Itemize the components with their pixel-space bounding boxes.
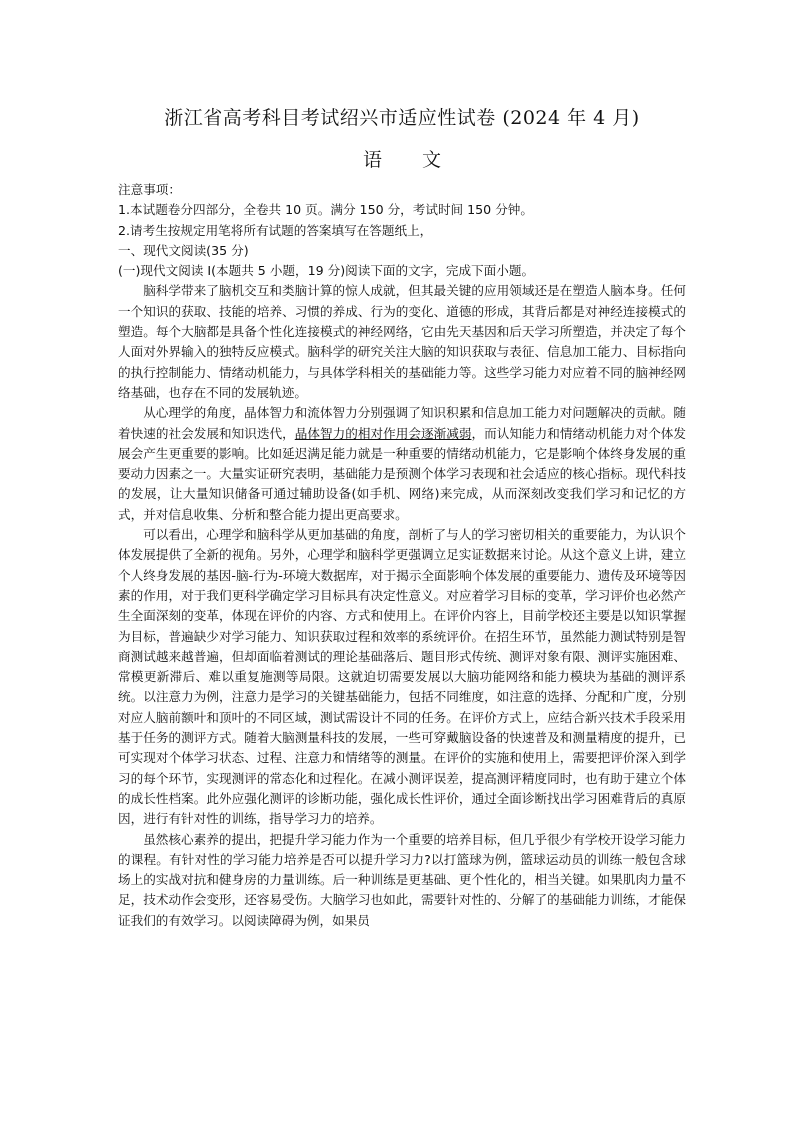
notice-heading: 注意事项： <box>118 182 181 197</box>
notice-item-2: 2.请考生按规定用笔将所有试题的答案填写在答题纸上， <box>118 222 433 238</box>
underlined-sentence: 晶体智力的相对作用会逐渐减弱 <box>294 425 472 441</box>
exam-content <box>118 180 686 931</box>
passage-paragraph-3: 可以看出，心理学和脑科学从更加基础的角度，剖析了与人的学习密切相关的重要能力，为认识个体发展提供了全新的视角。另外，心理学和脑科学更强调立足实证数据来讨论。从这个意义上讲，建立个人终身发展的基因-脑-行为-环境大数据库，对于揭示全面影响个体发展的重要能力、遗传及环境等因素的作用，对于我们更科学确定学习目标具有决定性意义。对应着学习目标的变革，学习评价也必然产生全面深刻的变革，体现在评价的内容、方式和使用上。在评价内容上，目前学校还主要是以知识掌握为目标，普遍缺少对学习能力、知识获取过程和效率的系统评价。在招生环节，虽然能力测试特别是智商测试越来越普遍，但却面临着测试的理论基础落后、题目形式传统、测评对象有限、测评实施困难、常模更新滞后、难以重复施测等局限。这就迫切需要发展以大脑功能网络和能力模块为基础的测评系统。以注意力为例，注意力是学习的关键基础能力，包括不同维度，如注意的选择、分配和广度，分别对应人脑前额叶和顶叶的不同区域，测试需设计不同的任务。在评价方式上，应结合新兴技术手段采用基于任务的测评方式。随着大脑测量科技的发展，一些可穿戴脑设备的快速普及和测量精度的提升，已可实现对个体学习状态、过程、注意力和情绪等的测量。在评价的实施和使用上，需要把评价深入到学习的每个环节，实现测评的常态化和过程化。在减小测评误差，提高测评精度同时，也有助于建立个体的成长性档案。此外应强化测评的诊断功能，强化成长性评价，通过全面诊断找出学习困难背后的真原因，进行有针对性的训练，指导学习力的培养。 <box>118 527 686 827</box>
section-subheading: (一)现代文阅读 I(本题共 5 小题，19 分)阅读下面的文字，完成下面小题。 <box>118 263 535 279</box>
passage-paragraph-1: 脑科学带来了脑机交互和类脑计算的惊人成就，但其最关键的应用领域还是在塑造人脑本身。任何一个知识的获取、技能的培养、习惯的养成、行为的变化、道德的形成，其背后都是对神经连接模式的塑造。每个大脑都是具备个性化连接模式的神经网络，它由先天基因和后天学习所塑造，并决定了每个人面对外界输入的独特反应模式。脑科学的研究关注大脑的知识获取与表征、信息加工能力、目标指向的执行控制能力、情绪动机能力，与具体学科相关的基础能力等。这些学习能力对应着不同的脑神经网络基础，也存在不同的发展轨迹。 <box>118 283 686 400</box>
passage-paragraph-2-part-a: 从心理学的角度，晶体智力和流体智力分别强调了知识积累和信息加工能力对问题解决的贡献。随着快速的社会发展和知识迭代， <box>118 405 686 441</box>
subject-title: 语文 <box>362 149 481 171</box>
notice-item-1: 1.本试题卷分四部分，全卷共 10 页。满分 150 分，考试时间 150 分钟。 <box>118 202 533 218</box>
exam-title: 浙江省高考科目考试绍兴市适应性试卷 (2024 年 4 月) <box>164 107 640 129</box>
passage-paragraph-2-part-b: ，而认知能力和情绪动机能力对个体发展会产生更重要的影响。比如延迟满足能力就是一种重要的情绪动机能力，它是影响个体终身发展的重要动力因素之一。大量实证研究表明，基础能力是预测个体学习表现和社会适应的核心指标。现代科技的发展，让大量知识储备可通过辅助设备(如手机、网络)来完成，从而深刻改变我们学习和记忆的方式，并对信息收集、分析和整合能力提出更高要求。 <box>118 425 687 522</box>
section-heading: 一、现代文阅读(35 分) <box>118 242 249 258</box>
passage-paragraph-4: 虽然核心素养的提出，把提升学习能力作为一个重要的培养目标，但几乎很少有学校开设学习能力的课程。有针对性的学习能力培养是否可以提升学习力?以打篮球为例，篮球运动员的训练一般包含球场上的实战对抗和健身房的力量训练。后一种训练是更基础、更个性化的，相当关键。如果肌肉力量不足，技术动作会变形，还容易受伤。大脑学习也如此，需要针对性的、分解了的基础能力训练，才能保证我们的有效学习。以阅读障碍为例，如果员 <box>118 831 686 928</box>
passage-paragraph-2 <box>118 403 686 525</box>
